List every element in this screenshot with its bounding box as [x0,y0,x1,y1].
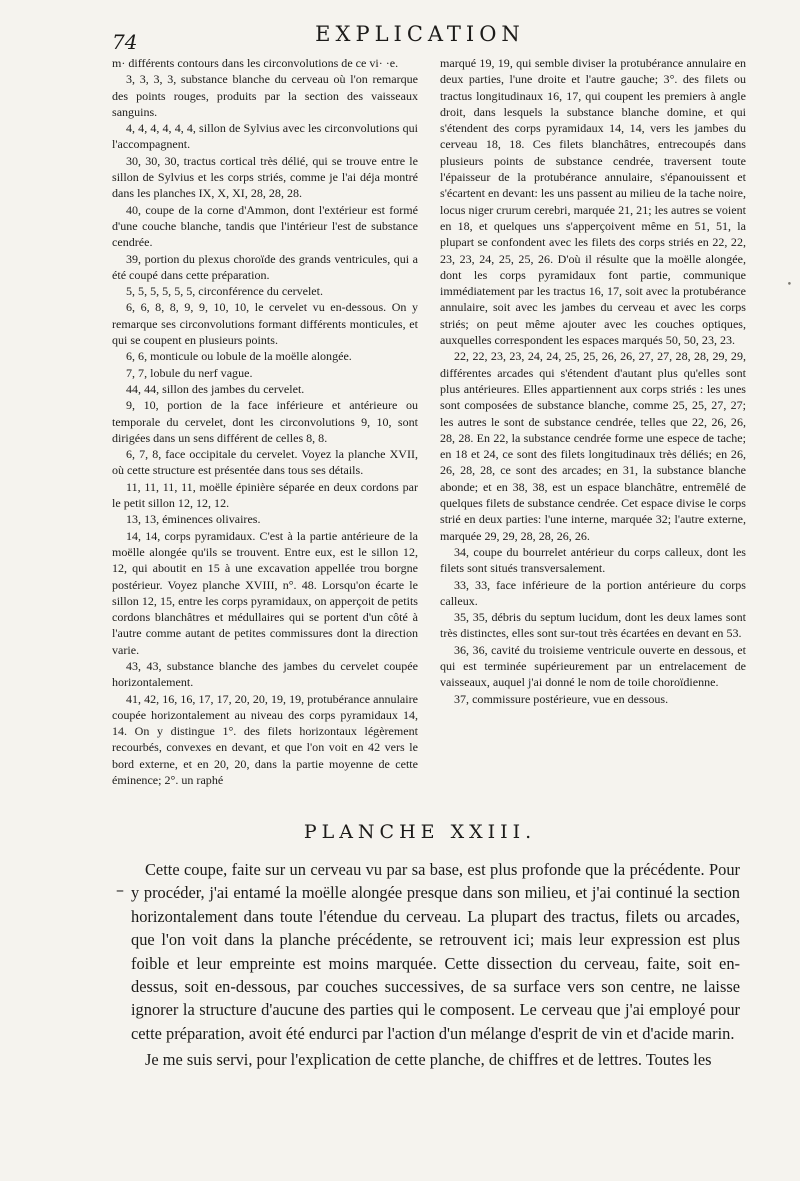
left-column [112,55,418,788]
legend-entry: 6, 6, 8, 8, 9, 9, 10, 10, le cervelet vu en-dessous. On y remarque ses circonvolutions formant différents monticules, et qui se coupent en plusieurs points. [112,300,418,348]
legend-entry: 36, 36, cavité du troisieme ventricule ouverte en dessous, et qui est terminée supérieurement par un entrelacement de vaisseaux, auquel j'ai donné le nom de toile choroïdienne. [440,642,746,690]
legend-entry: 9, 10, portion de la face inférieure et antérieure ou temporale du cervelet, dont les circonvolutions 9, 10, sont dirigées dans un sens différent de celles 8, 8. [112,398,418,445]
legend-entry: 37, commissure postérieure, vue en dessous. [454,691,669,706]
right-column [440,55,746,707]
two-column-legend [112,55,746,815]
bleed-mark: • [786,280,792,290]
legend-entry: 22, 22, 23, 23, 24, 24, 25, 25, 26, 26, 27, 27, 28, 28, 29, 29, différentes arcades qui s'étendent d'autant plus qu'elles sont plus antérieures. Elles appartiennent aux corps striés : les unes sont composées de substance blanche, comme 25, 25, 27, 27; les autres le sont de substance cendrée, telles que 22, 26, 26, 28, 28. En 22, la substance cendrée forme une espece de tache; en 18 et 24, ce sont des filets longitudinaux très déliés; en 26, 26, 28, 28, ce sont des arcades; en 31, la substance blanche abonde; et en 38, 38, est un espace blanchâtre, entremêlé de quelques filets de substance cendrée. Cet espace divise le corps strié en deux parties: l'une interne, marquée 32; l'autre externe, marquée 29, 29, 28, 28, 26, 26. [440,349,746,543]
legend-entry: 14, 14, corps pyramidaux. C'est à la partie antérieure de la moëlle alongée qu'ils se trouvent. Entre eux, est le sillon 12, 12, qui aboutit en 15 à une excavation appellée trou borgne postérieur. Voyez planche XVIII, n°. 48. Lorsqu'on écarte le sillon 12, 15, entre les corps pyramidaux, on apperçoit de petits cordons blanchâtres et médullaires qui se portent d'un côté à l'autre comme autant de petites commissures dont la direction varie. [112,528,418,657]
legend-entry: 33, 33, face inférieure de la portion antérieure du corps calleux. [440,577,746,608]
legend-entry: 4, 4, 4, 4, 4, 4, sillon de Sylvius avec les circonvolutions qui l'accompagnent. [112,121,418,152]
body-paragraph: Cette coupe, faite sur un cerveau vu par sa base, est plus profonde que la précédente. Pour y procéder, j'ai entamé la moëlle alongée presque dans son milieu, et j'ai continué la section horizontalement dans toute l'étendue du cerveau. La plupart des tractus, filets ou arcades, que l'on voit dans la planche précédente, se retrouvent ici; mais leur expression est plus foible et leur empreinte est moins marquée. Cette dissection du cerveau, faite, soit en-dessus, soit en-dessous, par couches successives, de sa surface vers son centre, ne laisse ignorer la structure d'aucune des parties qui le composent. Le cerveau que j'ai employé pour cette préparation, avoit été endurci par l'action d'un mélange d'esprit de vin et d'acide marin. [131,860,740,1043]
legend-entry: 41, 42, 16, 16, 17, 17, 20, 20, 19, 19, protubérance annulaire coupée horizontalement au niveau des corps pyramidaux 14, 14. On y distingue 1°. des filets horizontaux légèrement recourbés, convexes en devant, et que l'on voit en 42 vers le bord externe, et en 20, 20, dans la partie moyenne de cette éminence; 2°. un raphé [112,691,418,788]
legend-entry: marqué 19, 19, qui semble diviser la protubérance annulaire en deux parties, l'une droite et l'autre gauche; 3°. des filets ou tractus longitudinaux 16, 17, qui coupent les premiers à angle droit, dans lesquels la substance blanche domine, et qui s'étendent des corps pyramidaux 14, 14, vers les jambes du cerveau 18, 18. Ces filets blanchâtres, entrecoupés dans plusieurs points de substance cendrée, traversent toute l'épaisseur de la protubérance annulaire, s'épanouissent et s'écartent en devant: les uns passent au milieu de la tache noire, locus niger crurum cerebri, marquée 21, 21; les autres se voient en 18, et quelques uns s'apperçoivent même en 51, 51, la plupart se confondent avec les filets des corps striés en 22, 22, 23, 23, 24, 25, 25, 26. D'où il résulte que la moëlle alongée, dont les corps pyramidaux font partie, communique immédiatement par les tractus 16, 17, soit avec la protubérance annulaire, soit avec les jambes du cerveau et avec les corps striés; on peut même ajouter avec les couches optiques, auxquelles correspondent les espaces marqués 50, 50, 23, 23. [440,56,746,348]
legend-entry: m· différents contours dans les circonvolutions de ce vi· ·e. [112,56,399,70]
section-body [131,858,740,1072]
legend-entry: 40, coupe de la corne d'Ammon, dont l'extérieur est formé d'une couche blanche, tandis que l'intérieur l'est de substance cendrée. [112,202,418,250]
legend-entry: 6, 6, monticule ou lobule de la moëlle alongée. [126,349,352,364]
legend-entry: 39, portion du plexus choroïde des grands ventricules, qui a été coupé dans cette préparation. [112,251,418,282]
legend-entry: 43, 43, substance blanche des jambes du cervelet coupée horizontalement. [112,658,418,690]
running-head: EXPLICATION [315,22,525,46]
section-title: PLANCHE XXIII. [303,821,537,843]
margin-mark: – [116,880,124,899]
legend-entry: 6, 7, 8, face occipitale du cervelet. Voyez la planche XVII, où cette structure est présentée dans tous ses détails. [112,447,418,478]
legend-entry: 35, 35, débris du septum lucidum, dont les deux lames sont très distinctes, elles sont sur-tout très écartées en devant en 53. [440,610,746,641]
legend-entry: 5, 5, 5, 5, 5, 5, circonférence du cervelet. [126,284,324,299]
legend-entry: 13, 13, éminences olivaires. [126,512,261,527]
page-number: 74 [112,30,138,54]
legend-entry: 7, 7, lobule du nerf vague. [126,365,253,380]
body-paragraph: Je me suis servi, pour l'explication de cette planche, de chiffres et de lettres. Toutes les [145,1050,712,1070]
legend-entry: 30, 30, 30, tractus cortical très délié, qui se trouve entre le sillon de Sylvius et les corps striés, comme je l'ai déja montré dans les planches IX, X, XI, 28, 28, 28. [112,153,418,201]
legend-entry: 11, 11, 11, 11, moëlle épinière séparée en deux cordons par le petit sillon 12, 12, 12. [112,479,418,511]
legend-entry: 3, 3, 3, 3, substance blanche du cerveau où l'on remarque des points rouges, produits par la section des vaisseaux sanguins. [112,72,418,119]
legend-entry: 44, 44, sillon des jambes du cervelet. [126,381,305,396]
legend-entry: 34, coupe du bourrelet antérieur du corps calleux, dont les filets sont situés transversalement. [440,544,746,576]
